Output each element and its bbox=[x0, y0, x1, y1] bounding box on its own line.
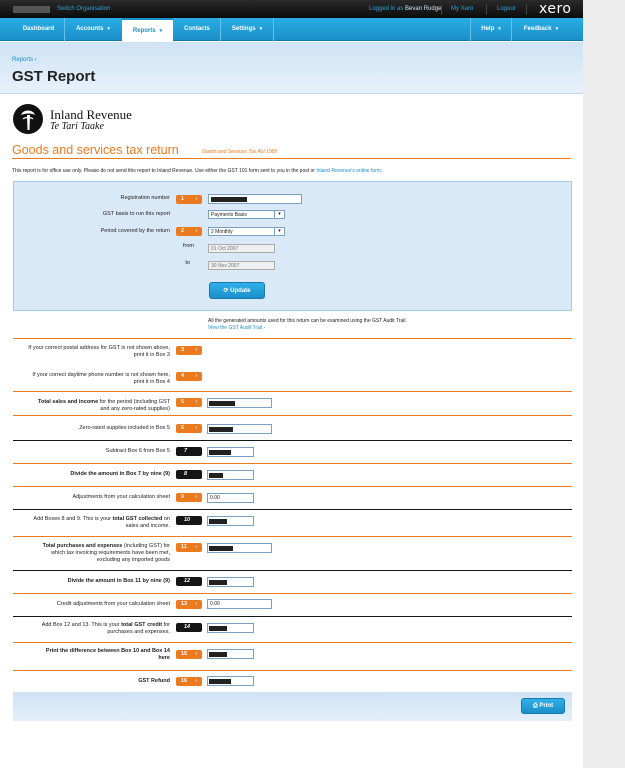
box-4-label bbox=[13, 372, 170, 386]
box-badge-11 bbox=[176, 543, 202, 552]
gst-basis-select[interactable] bbox=[208, 210, 285, 219]
redacted-value bbox=[209, 473, 223, 478]
xero-logo[interactable]: xero bbox=[539, 1, 572, 17]
box-8-label bbox=[13, 471, 170, 478]
switch-organisation-link[interactable]: Switch Organisation bbox=[57, 6, 111, 12]
box-6-label: Zero-rated supplies included in Box 5 bbox=[79, 425, 170, 431]
box-11-bold: Total purchases and expenses bbox=[42, 543, 123, 549]
box-badge-8 bbox=[176, 470, 202, 479]
box-5-label-line: and any zero-rated supplies) bbox=[100, 406, 170, 412]
main-nav bbox=[0, 18, 583, 41]
ird-online-form-link[interactable]: Inland Revenue's online form. bbox=[316, 168, 383, 174]
nav-settings-label: Settings bbox=[231, 26, 256, 32]
box-badge-12 bbox=[176, 577, 202, 586]
box-number: 15 bbox=[181, 651, 188, 657]
box-7-label: Subtract Box 6 from Box 5 bbox=[105, 448, 170, 454]
divider bbox=[13, 440, 572, 441]
box-number: 7 bbox=[184, 448, 188, 454]
box-16-bold: GST Refund bbox=[138, 678, 170, 684]
form-title: Goods and services tax return bbox=[12, 143, 179, 157]
box-3-label bbox=[13, 345, 170, 359]
divider bbox=[526, 4, 527, 15]
box-8-bold: Divide the amount in Box 7 by nine (9) bbox=[70, 471, 170, 477]
user-name: Bevan Rudge bbox=[405, 6, 442, 12]
box-badge-1 bbox=[176, 195, 202, 204]
box-10-bold: total GST collected bbox=[112, 516, 163, 522]
box-11-label-line bbox=[13, 543, 170, 550]
box-5-field[interactable] bbox=[207, 398, 272, 408]
box-14-label-line: purchases and expenses. bbox=[107, 629, 170, 635]
arrow-icon: › bbox=[195, 678, 197, 684]
box-3-label-line: If your correct postal address for GST is not shown above, bbox=[28, 345, 170, 351]
nav-help[interactable] bbox=[471, 18, 511, 41]
printer-icon: ⎙ bbox=[532, 703, 538, 709]
ird-maori-name: Te Tari Taake bbox=[50, 121, 104, 132]
box-3-label-line: print it in Box 3 bbox=[133, 352, 170, 358]
nav-feedback-label: Feedback bbox=[523, 26, 552, 32]
box-15-label-line bbox=[13, 648, 170, 655]
period-label: Period covered by the return bbox=[100, 228, 170, 234]
box-number: 13 bbox=[181, 601, 188, 607]
box-badge-2 bbox=[176, 227, 202, 236]
box-10-text: Add Boxes 8 and 9. This is your bbox=[33, 516, 111, 522]
box-number: 2 bbox=[181, 228, 185, 234]
nav-contacts[interactable] bbox=[174, 18, 220, 41]
notice-body: This report is for office use only. Please do not send this report to Inland Revenue. Use either the GST 101 form sent to you in the post or bbox=[12, 168, 315, 174]
logged-in-prefix: Logged in as bbox=[369, 6, 404, 12]
chevron-down-icon: ▾ bbox=[274, 211, 284, 218]
box-16-field[interactable] bbox=[207, 676, 254, 686]
footer-bar bbox=[13, 692, 572, 721]
box-badge-15 bbox=[176, 650, 202, 659]
box-number: 10 bbox=[184, 517, 191, 523]
box-10-label bbox=[13, 516, 170, 530]
redacted-value bbox=[209, 450, 231, 455]
box-badge-6 bbox=[176, 424, 202, 433]
nav-accounts[interactable] bbox=[65, 18, 121, 41]
registration-label: Registration number bbox=[120, 195, 170, 201]
box-5-bold: Total sales and income bbox=[38, 399, 99, 405]
page-header bbox=[0, 42, 583, 94]
box-number: 11 bbox=[181, 544, 187, 550]
box-5-text: for the period (including GST bbox=[99, 399, 170, 405]
box-5-label-line bbox=[13, 399, 170, 406]
arrow-icon: › bbox=[195, 494, 197, 500]
box-number: 4 bbox=[181, 373, 185, 379]
nav-reports[interactable] bbox=[122, 18, 173, 41]
form-act: Goods and Services Tax Act 1985 bbox=[202, 149, 278, 155]
box-8-field[interactable] bbox=[207, 470, 254, 480]
box-13-label: Credit adjustments from your calculation sheet bbox=[56, 601, 170, 607]
box-15-field[interactable] bbox=[207, 649, 254, 659]
to-label: to bbox=[185, 260, 190, 266]
divider bbox=[13, 486, 572, 487]
divider bbox=[13, 593, 572, 594]
arrow-icon: › bbox=[195, 399, 197, 405]
box-15-label-line bbox=[13, 655, 170, 662]
box-16-label bbox=[13, 678, 170, 685]
box-badge-7 bbox=[176, 447, 202, 456]
divider bbox=[13, 415, 572, 416]
chevron-down-icon: ▾ bbox=[159, 28, 163, 34]
box-number: 6 bbox=[181, 425, 185, 431]
chevron-down-icon: ▾ bbox=[555, 26, 559, 32]
box-number: 16 bbox=[181, 678, 188, 684]
box-10-field[interactable] bbox=[207, 516, 254, 526]
nav-contacts-label: Contacts bbox=[184, 26, 210, 32]
arrow-icon: › bbox=[195, 196, 197, 202]
redacted-value bbox=[209, 401, 235, 406]
redacted-value bbox=[209, 427, 233, 432]
arrow-icon: › bbox=[195, 425, 197, 431]
arrow-icon: › bbox=[195, 347, 197, 353]
gst-basis-value: Payments Basis bbox=[211, 212, 247, 218]
divider bbox=[13, 670, 572, 671]
redacted-value bbox=[209, 626, 227, 631]
box-5-label bbox=[13, 399, 170, 413]
chevron-down-icon: ▾ bbox=[259, 26, 263, 32]
box-badge-4 bbox=[176, 372, 202, 381]
box-15-label bbox=[13, 648, 170, 662]
divider bbox=[13, 616, 572, 617]
divider bbox=[13, 570, 572, 571]
divider bbox=[13, 642, 572, 643]
organisation-name-redacted bbox=[13, 6, 50, 13]
divider bbox=[13, 536, 572, 537]
box-badge-5 bbox=[176, 398, 202, 407]
redacted-value bbox=[209, 679, 231, 684]
box-6-field[interactable] bbox=[207, 424, 272, 434]
redacted-value bbox=[209, 580, 227, 585]
divider bbox=[13, 338, 572, 339]
divider bbox=[12, 158, 571, 159]
box-badge-9 bbox=[176, 493, 202, 502]
nav-accounts-label: Accounts bbox=[76, 26, 104, 32]
arrow-icon: › bbox=[195, 544, 197, 550]
box-4-label-line: If your correct daytime phone number is not shown here, bbox=[32, 372, 170, 378]
from-label: from bbox=[183, 243, 194, 249]
box-number: 8 bbox=[184, 471, 188, 477]
box-number: 12 bbox=[184, 578, 191, 584]
box-11-text: (including GST) for bbox=[123, 543, 170, 549]
redacted-value bbox=[209, 519, 227, 524]
logout-link[interactable]: Logout bbox=[497, 6, 516, 12]
page-title: GST Report bbox=[12, 68, 96, 85]
box-4-label-line: print it in Box 4 bbox=[133, 379, 170, 385]
arrow-icon: › bbox=[195, 651, 197, 657]
box-14-text: Add Box 12 and 13. This is your bbox=[41, 622, 120, 628]
redacted-value bbox=[209, 546, 233, 551]
box-11-label-line: which tax invoicing requirements have been met, bbox=[51, 550, 170, 556]
box-11-label bbox=[13, 543, 170, 564]
update-button[interactable] bbox=[209, 282, 265, 299]
chevron-down-icon: ▾ bbox=[107, 26, 110, 32]
registration-number-field[interactable] bbox=[208, 194, 302, 204]
box-14-field[interactable] bbox=[207, 623, 254, 633]
to-date-field[interactable]: 30 Nov 2007 bbox=[208, 261, 275, 270]
nav-divider bbox=[273, 18, 274, 41]
box-10-label-line: sales and income. bbox=[125, 523, 170, 529]
notice-text bbox=[12, 168, 382, 174]
nav-help-label: Help bbox=[481, 26, 495, 32]
update-label: Update bbox=[230, 288, 251, 294]
breadcrumb-reports[interactable]: Reports › bbox=[12, 57, 37, 63]
arrow-icon: › bbox=[195, 373, 197, 379]
nav-settings[interactable] bbox=[221, 18, 273, 41]
refresh-icon: ⟳ bbox=[223, 288, 229, 294]
my-xero-link[interactable]: My Xero bbox=[451, 6, 474, 12]
box-14-label-line bbox=[13, 622, 170, 629]
box-12-field[interactable] bbox=[207, 577, 254, 587]
divider bbox=[13, 391, 572, 392]
nav-feedback[interactable] bbox=[512, 18, 570, 41]
period-select[interactable] bbox=[208, 227, 285, 236]
arrow-icon: › bbox=[195, 601, 197, 607]
arrow-icon: › bbox=[195, 228, 197, 234]
chevron-down-icon: ▾ bbox=[274, 228, 284, 235]
nav-dashboard[interactable] bbox=[13, 18, 64, 41]
box-14-bold: total GST credit bbox=[121, 622, 163, 628]
divider bbox=[441, 4, 442, 15]
box-10-label-line bbox=[13, 516, 170, 523]
redacted-value bbox=[211, 197, 247, 202]
nav-dashboard-label: Dashboard bbox=[22, 26, 55, 32]
box-11-field[interactable] bbox=[207, 543, 272, 553]
top-bar bbox=[0, 0, 583, 18]
print-button[interactable] bbox=[521, 698, 565, 714]
box-badge-10 bbox=[176, 516, 202, 525]
period-value: 2 Monthly bbox=[211, 229, 233, 235]
gst-basis-label: GST basis to run this report bbox=[102, 211, 170, 217]
box-number: 5 bbox=[181, 399, 185, 405]
audit-note: All the generated amounts used for this return can be examined using the GST Audit Trail. bbox=[208, 318, 407, 324]
box-number: 14 bbox=[184, 624, 191, 630]
ird-name: Inland Revenue bbox=[50, 107, 132, 122]
divider bbox=[13, 463, 572, 464]
box-badge-16 bbox=[176, 677, 202, 686]
box-badge-13 bbox=[176, 600, 202, 609]
window-gutter bbox=[583, 0, 625, 768]
box-15-bold: here bbox=[158, 655, 170, 661]
box-14-label bbox=[13, 622, 170, 636]
logged-in-status bbox=[369, 6, 441, 12]
box-number: 9 bbox=[181, 494, 185, 500]
divider bbox=[13, 509, 572, 510]
box-15-bold: Print the difference between Box 10 and Box 14 bbox=[45, 648, 170, 654]
chevron-down-icon: ▾ bbox=[498, 26, 501, 32]
box-14-text: for bbox=[163, 622, 170, 628]
divider bbox=[486, 4, 487, 15]
nav-reports-label: Reports bbox=[132, 28, 156, 34]
box-7-field[interactable] bbox=[207, 447, 254, 457]
box-badge-3 bbox=[176, 346, 202, 355]
redacted-value bbox=[209, 652, 227, 657]
audit-trail-link[interactable]: View the GST Audit Trail › bbox=[208, 325, 266, 331]
from-date-field[interactable]: 01 Oct 2007 bbox=[208, 244, 275, 253]
print-label: Print bbox=[539, 703, 554, 709]
box-12-bold: Divide the amount in Box 11 by nine (9) bbox=[67, 578, 170, 584]
box-11-label-line: excluding any imported goods bbox=[96, 557, 170, 563]
box-number: 3 bbox=[181, 347, 185, 353]
box-13-field[interactable]: 0.00 bbox=[207, 599, 272, 609]
box-12-label bbox=[13, 578, 170, 585]
box-10-text: on bbox=[163, 516, 170, 522]
box-badge-14 bbox=[176, 623, 202, 632]
box-number: 1 bbox=[181, 196, 185, 202]
box-9-field[interactable]: 0.00 bbox=[207, 493, 254, 503]
box-9-label: Adjustments from your calculation sheet bbox=[72, 494, 170, 500]
